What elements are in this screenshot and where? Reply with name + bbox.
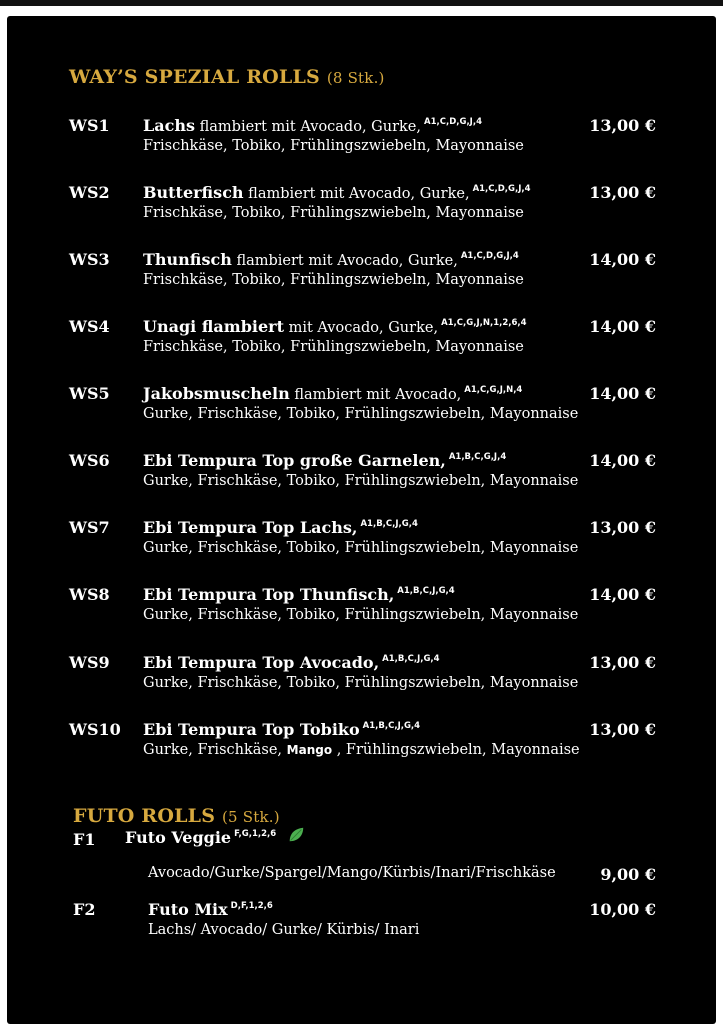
item-line1	[143, 653, 440, 672]
item-line2: Gurke, Frischkäse, Tobiko, Frühlingszwiebeln, Mayonnaise	[143, 406, 579, 422]
item-line1	[143, 384, 522, 403]
item-line1	[143, 250, 519, 269]
section-title-futo	[73, 805, 280, 827]
item-code: WS7	[69, 518, 110, 537]
item-line1	[143, 585, 455, 604]
section-title-spezial	[69, 66, 385, 88]
item-name: Unagi flambiert	[143, 317, 284, 336]
item-allergens: A1,C,G,J,N,1,2,6,4	[441, 318, 527, 328]
item-desc-mango: Mango	[286, 743, 333, 757]
item-allergens: A1,C,D,G,J,4	[472, 184, 531, 194]
item-price: 13,00 €	[589, 183, 656, 202]
item-price: 13,00 €	[589, 518, 656, 537]
item-allergens: D,F,1,2,6	[230, 901, 273, 911]
item-allergens: A1,B,C,J,G,4	[397, 586, 455, 596]
item-code: WS8	[69, 585, 110, 604]
item-code: F1	[73, 830, 96, 849]
item-allergens: A1,C,D,G,J,4	[424, 117, 482, 127]
item-allergens: A1,B,C,G,J,4	[448, 452, 507, 462]
item-line2: Frischkäse, Tobiko, Frühlingszwiebeln, Mayonnaise	[143, 205, 524, 221]
item-name: Ebi Tempura Top Lachs,	[143, 518, 358, 537]
item-code: WS10	[69, 720, 121, 739]
item-name-line	[125, 828, 276, 847]
item-price: 13,00 €	[589, 720, 656, 739]
item-line1	[143, 183, 531, 202]
item-code: WS6	[69, 451, 110, 470]
item-code: WS1	[69, 116, 110, 135]
item-price: 14,00 €	[589, 451, 656, 470]
item-price: 14,00 €	[589, 585, 656, 604]
item-line2: Frischkäse, Tobiko, Frühlingszwiebeln, Mayonnaise	[143, 339, 524, 355]
item-line2: Gurke, Frischkäse, Tobiko, Frühlingszwiebeln, Mayonnaise	[143, 540, 579, 556]
item-name: Ebi Tempura Top Tobiko	[143, 720, 360, 739]
section-count: (8 Stk.)	[326, 69, 385, 87]
item-desc-part: Gurke, Frischkäse,	[143, 742, 283, 758]
item-desc: flambiert mit Avocado, Gurke,	[248, 186, 470, 202]
item-price: 10,00 €	[589, 900, 656, 919]
item-price: 14,00 €	[589, 317, 656, 336]
item-desc: Avocado/Gurke/Spargel/Mango/Kürbis/Inari/Frischkäse	[148, 865, 556, 881]
item-line2	[143, 742, 580, 758]
item-allergens: A1,C,G,J,N,4	[464, 385, 523, 395]
menu-page	[7, 16, 716, 1024]
item-line2: Frischkäse, Tobiko, Frühlingszwiebeln, Mayonnaise	[143, 272, 524, 288]
item-line2: Gurke, Frischkäse, Tobiko, Frühlingszwiebeln, Mayonnaise	[143, 675, 579, 691]
item-name: Futo Mix	[148, 900, 228, 919]
item-code: WS2	[69, 183, 110, 202]
leaf-icon	[287, 826, 305, 844]
item-desc: flambiert mit Avocado, Gurke,	[236, 253, 458, 269]
item-allergens: A1,C,D,G,J,4	[460, 251, 519, 261]
section-count: (5 Stk.)	[221, 808, 280, 826]
item-price: 14,00 €	[589, 250, 656, 269]
item-desc: Lachs/ Avocado/ Gurke/ Kürbis/ Inari	[148, 922, 420, 938]
item-price: 9,00 €	[600, 865, 656, 884]
item-code: WS3	[69, 250, 110, 269]
item-desc: flambiert mit Avocado, Gurke,	[199, 119, 421, 135]
item-name-line	[148, 900, 273, 919]
item-name: Futo Veggie	[125, 828, 232, 847]
item-allergens: F,G,1,2,6	[234, 829, 277, 839]
item-price: 14,00 €	[589, 384, 656, 403]
item-price: 13,00 €	[589, 653, 656, 672]
item-name: Ebi Tempura Top große Garnelen,	[143, 451, 446, 470]
item-line1	[143, 317, 527, 336]
item-allergens: A1,B,C,J,G,4	[382, 654, 440, 664]
item-code: WS4	[69, 317, 110, 336]
item-allergens: A1,B,C,J,G,4	[362, 721, 421, 731]
item-name: Lachs	[143, 116, 195, 135]
item-line1	[143, 451, 506, 470]
item-code: WS5	[69, 384, 110, 403]
top-border	[0, 0, 723, 6]
item-line1	[143, 116, 482, 135]
item-code: F2	[73, 900, 96, 919]
item-price: 13,00 €	[589, 116, 656, 135]
section-title-text: FUTO ROLLS	[73, 805, 216, 827]
item-line2: Gurke, Frischkäse, Tobiko, Frühlingszwiebeln, Mayonnaise	[143, 473, 579, 489]
item-line2: Gurke, Frischkäse, Tobiko, Frühlingszwiebeln, Mayonnaise	[143, 607, 579, 623]
item-name: Ebi Tempura Top Avocado,	[143, 653, 380, 672]
item-desc: mit Avocado, Gurke,	[288, 320, 439, 336]
item-line1	[143, 518, 418, 537]
item-code: WS9	[69, 653, 110, 672]
item-name: Jakobsmuscheln	[143, 384, 290, 403]
item-line2: Frischkäse, Tobiko, Frühlingszwiebeln, Mayonnaise	[143, 138, 524, 154]
item-name: Butterfisch	[143, 183, 244, 202]
section-title-text: WAY’S SPEZIAL ROLLS	[69, 66, 320, 88]
item-desc-part: , Frühlingszwiebeln, Mayonnaise	[336, 742, 580, 758]
item-desc: flambiert mit Avocado,	[294, 387, 462, 403]
item-line1	[143, 720, 420, 739]
item-name: Ebi Tempura Top Thunfisch,	[143, 585, 395, 604]
item-allergens: A1,B,C,J,G,4	[360, 519, 418, 529]
item-name: Thunfisch	[143, 250, 232, 269]
